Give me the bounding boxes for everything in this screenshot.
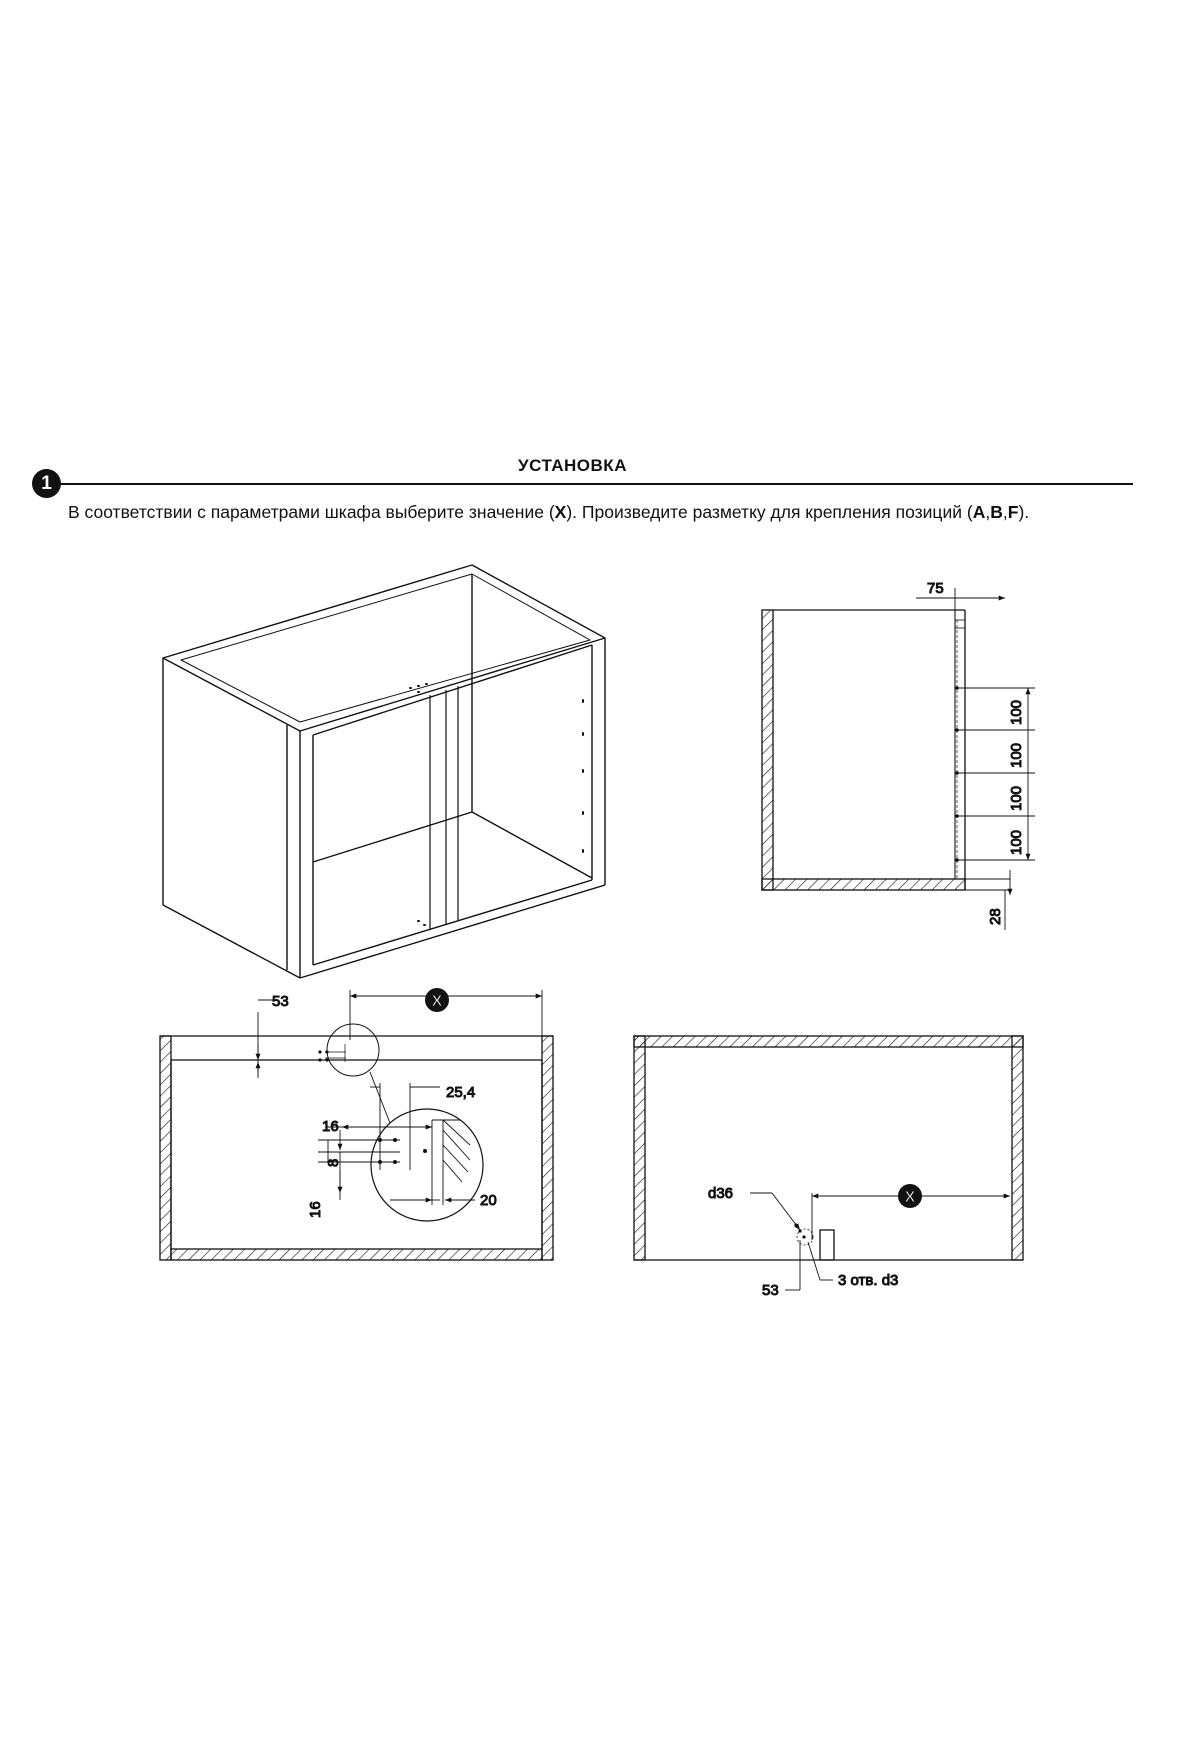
x-marker-bottom: X xyxy=(904,1189,916,1206)
holes-label: 3 отв. d3 xyxy=(838,1272,899,1289)
step-number-badge: 1 xyxy=(32,469,61,498)
hole-marks-iso xyxy=(410,684,583,925)
dim-8: 8 xyxy=(325,1158,342,1167)
dim-25-4: 25,4 xyxy=(446,1084,476,1101)
instruction-part-1: В соответствии с параметрами шкафа выберите значение ( xyxy=(68,502,555,522)
front-view xyxy=(160,988,553,1260)
dim-100-d: 100 xyxy=(1008,829,1025,855)
instruction-comma-2: , xyxy=(1002,502,1008,522)
dim-53-bottom: 53 xyxy=(762,1282,779,1299)
dim-100-b: 100 xyxy=(1008,742,1025,768)
dim-28: 28 xyxy=(987,908,1004,925)
dim-16-side: 16 xyxy=(307,1201,324,1218)
instruction-part-2: ). Произведите разметку для крепления позиций ( xyxy=(566,502,973,522)
detail-magnifier xyxy=(371,1109,483,1221)
bottom-view xyxy=(634,1036,1023,1299)
dim-16-top: 16 xyxy=(322,1118,339,1135)
instruction-comma-1: , xyxy=(985,502,991,522)
dim-100-c: 100 xyxy=(1008,785,1025,811)
bottom-hole-marks xyxy=(794,1223,805,1238)
instruction-f: F xyxy=(1007,502,1019,522)
instruction-part-3: ). xyxy=(1018,502,1030,522)
instruction-x: X xyxy=(554,502,567,522)
dim-53-front: 53 xyxy=(272,993,289,1010)
cabinet-top-outline xyxy=(163,565,605,731)
instruction-b: B xyxy=(990,502,1003,522)
instruction-a: A xyxy=(972,502,986,522)
dim-d36: d36 xyxy=(708,1185,734,1202)
dim-20: 20 xyxy=(480,1192,497,1209)
profile-stub xyxy=(820,1230,834,1260)
step-title: УСТАНОВКА xyxy=(518,456,627,475)
dim-100-a: 100 xyxy=(1008,699,1025,725)
side-view xyxy=(762,580,1035,930)
x-marker-front: X xyxy=(431,993,443,1010)
dim-75: 75 xyxy=(927,580,944,597)
isometric-cabinet xyxy=(163,565,605,978)
